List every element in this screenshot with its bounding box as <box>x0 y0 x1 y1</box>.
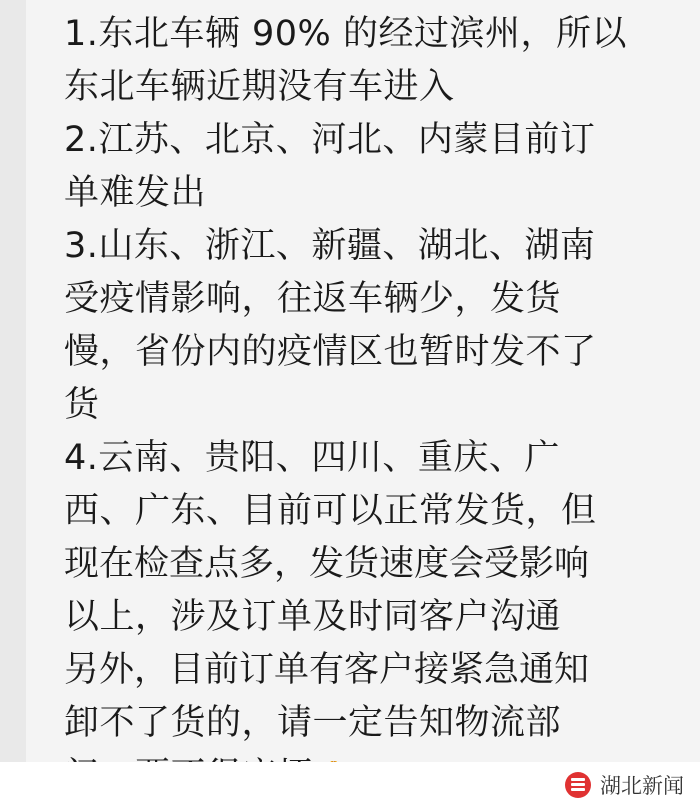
left-margin-strip <box>0 0 26 807</box>
footer-bar <box>0 762 700 807</box>
text-line: 现在检查点多，发货速度会受影响 <box>64 544 590 584</box>
text-line: 受疫情影响，往返车辆少，发货 <box>64 279 562 319</box>
text-line: 东北车辆近期没有车进入 <box>64 67 455 107</box>
text-line: 卸不了货的，请一定告知物流部 <box>64 703 562 743</box>
text-line: 西、广东、目前可以正常发货，但 <box>64 491 597 531</box>
text-line: 4.云南、贵阳、四川、重庆、广 <box>64 438 560 478</box>
toutiao-logo-icon <box>565 772 591 798</box>
brand-name-label: 湖北新闻 <box>600 773 684 798</box>
text-line: 慢，省份内的疫情区也暂时发不了 <box>64 332 597 372</box>
text-line: 以上，涉及订单及时同客户沟通 <box>64 597 562 637</box>
text-line: 1.东北车辆 90% 的经过滨州，所以 <box>64 14 627 54</box>
text-line: 货 <box>64 385 100 425</box>
brand-watermark <box>565 770 684 800</box>
text-line: 3.山东、浙江、新疆、湖北、湖南 <box>64 226 596 266</box>
text-line: 单难发出 <box>64 173 207 213</box>
text-line: 另外，目前订单有客户接紧急通知 <box>64 650 590 690</box>
text-line: 2.江苏、北京、河北、内蒙目前订 <box>64 120 596 160</box>
message-text-block <box>26 0 700 762</box>
